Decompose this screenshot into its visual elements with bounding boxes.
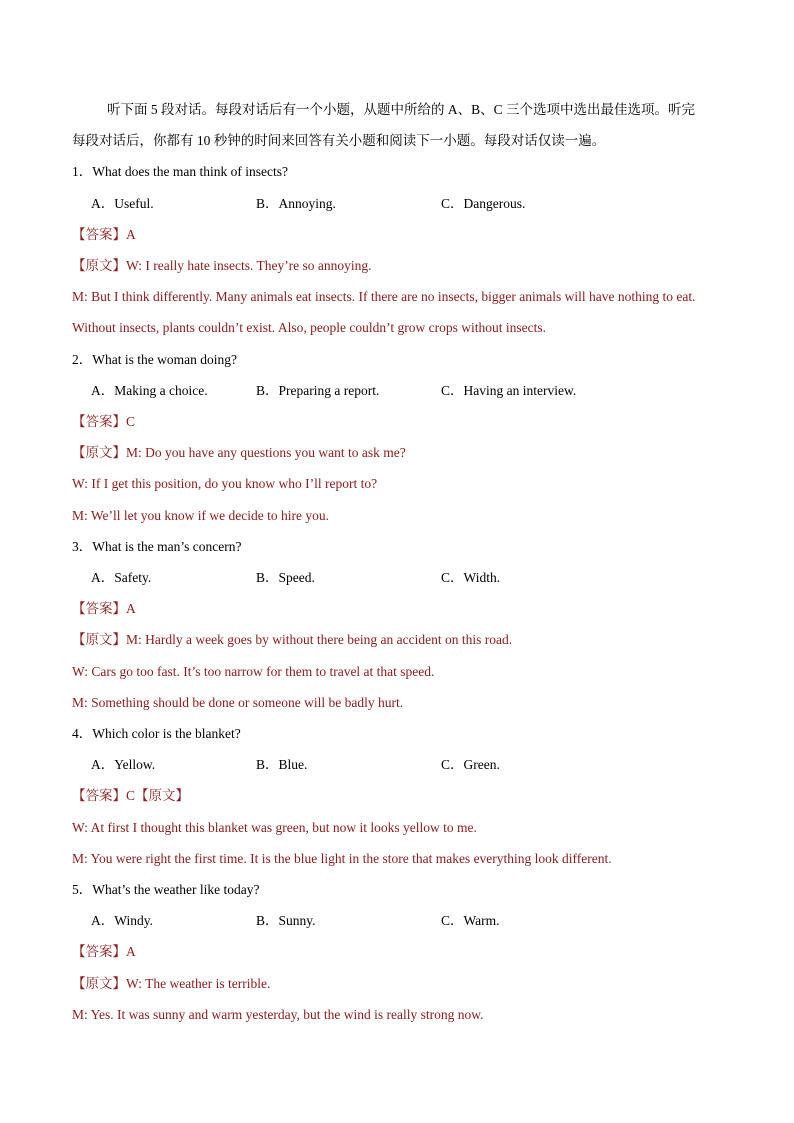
option-a: A．Yellow. <box>91 757 156 772</box>
transcript-4-line: M: You were right the first time. It is the blue light in the store that makes everything look different. <box>72 851 612 866</box>
option-a: A．Useful. <box>91 196 154 211</box>
option-a: A．Windy. <box>91 913 153 928</box>
question-1: 1．What does the man think of insects? <box>72 164 288 179</box>
transcript-3-first <box>72 631 512 649</box>
transcript-3-line: M: Something should be done or someone will be badly hurt. <box>72 695 404 710</box>
answer-2: 【答案】C <box>72 414 136 429</box>
transcript-2-first <box>72 444 406 462</box>
option-b: B．Preparing a report. <box>256 383 380 398</box>
transcript-1-line: M: But I think differently. Many animals eat insects. If there are no insects, bigger animals will have nothing to eat. <box>72 289 696 304</box>
transcript-3-line: W: Cars go too fast. It’s too narrow for them to travel at that speed. <box>72 664 435 679</box>
option-c: C．Green. <box>441 757 500 772</box>
answer-1: 【答案】A <box>72 227 136 242</box>
transcript-2-line: M: We’ll let you know if we decide to hire you. <box>72 508 329 523</box>
transcript-5-line: M: Yes. It was sunny and warm yesterday, but the wind is really strong now. <box>72 1007 484 1022</box>
transcript-1-first <box>72 257 372 275</box>
option-c: C．Warm. <box>441 913 500 928</box>
transcript-text: M: Hardly a week goes by without there being an accident on this road. <box>126 632 513 647</box>
transcript-label: 【原文】 <box>72 445 126 460</box>
option-b: B．Speed. <box>256 570 315 585</box>
option-c: C．Dangerous. <box>441 196 526 211</box>
question-3: 3．What is the man’s concern? <box>72 539 242 554</box>
option-c: C．Having an interview. <box>441 383 577 398</box>
transcript-label: 【原文】 <box>72 976 126 991</box>
option-a: A．Making a choice. <box>91 383 208 398</box>
intro-line-1: 听下面 5 段对话。每段对话后有一个小题，从题中所给的 A、B、C 三个选项中选出最佳选项。听完 <box>107 102 696 117</box>
option-b: B．Annoying. <box>256 196 336 211</box>
intro-line-2: 每段对话后，你都有 10 秒钟的时间来回答有关小题和阅读下一小题。每段对话仅读一遍。 <box>72 133 606 148</box>
transcript-4-line: W: At first I thought this blanket was green, but now it looks yellow to me. <box>72 820 477 835</box>
transcript-2-line: W: If I get this position, do you know who I’ll report to? <box>72 476 378 491</box>
transcript-label: 【原文】 <box>72 258 126 273</box>
transcript-label: 【原文】 <box>72 632 126 647</box>
transcript-text: M: Do you have any questions you want to ask me? <box>126 445 406 460</box>
transcript-text: W: I really hate insects. They’re so annoying. <box>126 258 372 273</box>
option-a: A．Safety. <box>91 570 152 585</box>
question-2: 2．What is the woman doing? <box>72 352 237 367</box>
answer-4: 【答案】C【原文】 <box>72 788 190 803</box>
option-b: B．Blue. <box>256 757 308 772</box>
question-4: 4．Which color is the blanket? <box>72 726 241 741</box>
answer-5: 【答案】A <box>72 944 136 959</box>
question-5: 5．What’s the weather like today? <box>72 882 260 897</box>
transcript-5-first <box>72 975 270 993</box>
option-b: B．Sunny. <box>256 913 316 928</box>
transcript-1-line: Without insects, plants couldn’t exist. Also, people couldn’t grow crops without insects. <box>72 320 547 335</box>
option-c: C．Width. <box>441 570 501 585</box>
answer-3: 【答案】A <box>72 601 136 616</box>
transcript-text: W: The weather is terrible. <box>126 976 271 991</box>
